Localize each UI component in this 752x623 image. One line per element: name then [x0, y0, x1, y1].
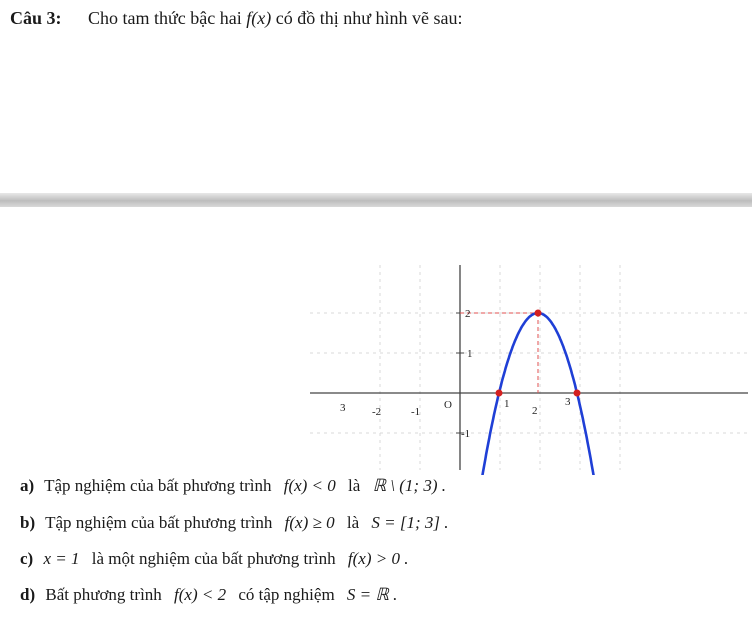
- section-divider: [0, 193, 752, 207]
- option-math: x = 1: [43, 549, 80, 568]
- parabola-graph: [0, 255, 752, 475]
- option-d: [20, 585, 397, 605]
- option-text: có tập nghiệm: [238, 585, 335, 604]
- option-label: c): [20, 549, 34, 568]
- option-b: [20, 513, 449, 533]
- option-math: f(x) < 2: [174, 585, 227, 604]
- option-math: ℝ \ (1; 3) .: [372, 476, 446, 495]
- option-a: [20, 476, 446, 496]
- option-math: S = [1; 3] .: [371, 513, 449, 532]
- option-text: là một nghiệm của bất phương trình: [91, 549, 336, 568]
- y-tick-label: 2: [465, 308, 471, 320]
- option-math: f(x) > 0 .: [347, 549, 409, 568]
- x-tick-label: 3: [340, 402, 346, 414]
- option-label: d): [20, 585, 36, 604]
- option-label: a): [20, 476, 35, 495]
- question-text-after: có đồ thị như hình vẽ sau:: [275, 8, 463, 28]
- question-title: [10, 8, 462, 29]
- option-math: f(x) ≥ 0: [284, 513, 335, 532]
- option-text: Bất phương trình: [45, 585, 162, 604]
- x-tick-label: 2: [532, 405, 538, 417]
- x-tick-label: -1: [411, 406, 421, 418]
- y-tick-label: -1: [461, 428, 471, 440]
- y-tick-label: 1: [467, 348, 473, 360]
- question-label: Câu 3:: [10, 8, 62, 28]
- option-math: S = ℝ .: [346, 585, 398, 604]
- option-label: b): [20, 513, 36, 532]
- vertex-point: [535, 310, 542, 317]
- option-text: là: [346, 513, 360, 532]
- question-text: Cho tam thức bậc hai: [88, 8, 242, 28]
- x-tick-label: 3: [565, 396, 571, 408]
- grid: [310, 265, 750, 470]
- option-math: f(x) < 0: [283, 476, 336, 495]
- x-tick-label: 1: [504, 398, 510, 410]
- option-c: [20, 549, 408, 569]
- x-tick-label: -2: [372, 406, 382, 418]
- question-function: f(x): [246, 8, 272, 28]
- root-point-1: [496, 390, 503, 397]
- x-tick-label: O: [444, 399, 452, 411]
- option-text: là: [348, 476, 361, 495]
- root-point-2: [574, 390, 581, 397]
- option-text: Tập nghiệm của bất phương trình: [44, 476, 272, 495]
- option-text: Tập nghiệm của bất phương trình: [45, 513, 273, 532]
